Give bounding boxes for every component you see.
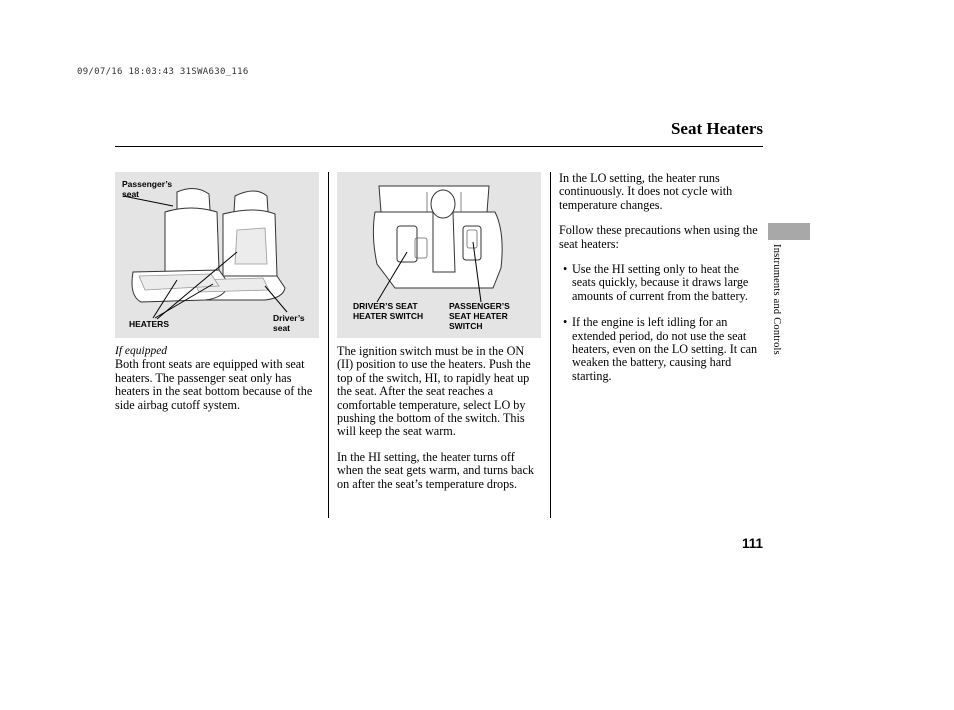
column-divider-2 [550, 172, 551, 518]
column-3-text [559, 172, 764, 396]
col2-paragraph-1: The ignition switch must be in the ON (II) position to use the heaters. Push the top of the switch, HI, to rapidly heat up the seat. After the seat reaches a comfortable temperature, select LO by pushing the bottom of the switch. This will keep the seat warm. [337, 344, 531, 439]
column-1-text [115, 345, 320, 424]
driver-switch-label: DRIVER’S SEAT HEATER SWITCH [353, 301, 424, 321]
page-title: Seat Heaters [670, 119, 763, 138]
col1-paragraph-1: Both front seats are equipped with seat heaters. The passenger seat only has heaters in the seat bottom because of the side airbag cutoff system. [115, 357, 313, 412]
drivers-seat-label: Driver’s seat [273, 313, 305, 333]
page-number: 111 [741, 536, 763, 551]
seats-illustration [115, 172, 319, 338]
passenger-switch-label: PASSENGER’S SEAT HEATER SWITCH [449, 301, 510, 331]
col3-paragraph-1: In the LO setting, the heater runs continuously. It does not cycle with temperature changes. [559, 171, 733, 212]
section-tab-label: Instruments and Controls [771, 244, 782, 355]
title-rule [115, 146, 763, 147]
column-divider-1 [328, 172, 329, 518]
list-item: • If the engine is left idling for an extended period, do not use the seat heaters, even on the LO setting. It can weaken the battery, causing hard starting. [559, 316, 764, 383]
list-item: • Use the HI setting only to heat the seats quickly, because it draws large amounts of current from the battery. [559, 263, 764, 303]
col2-paragraph-2: In the HI setting, the heater turns off when the seat gets warm, and turns back on after the seat’s temperature drops. [337, 449, 534, 491]
col3-paragraph-2: Follow these precautions when using the seat heaters: [559, 223, 758, 251]
if-equipped-note: If equipped [115, 345, 168, 357]
precautions-list [559, 263, 764, 383]
console-switch-illustration [337, 172, 541, 338]
passenger-seat-label: Passenger’s seat [122, 179, 173, 199]
section-tab-marker [768, 223, 810, 240]
column-2-text [337, 345, 542, 503]
heaters-label: HEATERS [129, 319, 169, 329]
print-stamp: 09/07/16 18:03:43 31SWA630_116 [77, 67, 249, 77]
